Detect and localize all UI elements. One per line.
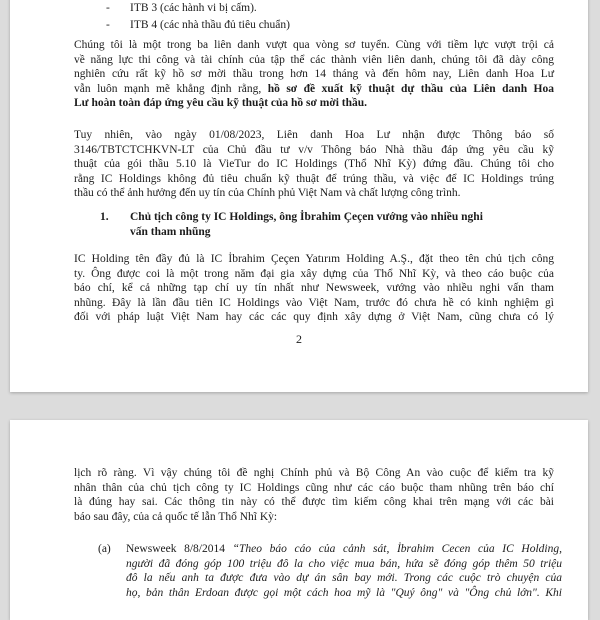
text-line: báo chí, kể cả những tạp chí uy tín nhất như Newsweek, vướng vào nhiều nghi vấn tham <box>74 282 554 295</box>
section-title <box>130 210 550 240</box>
paragraph-notice <box>74 128 554 201</box>
text-line: ty. Ông được coi là một trong năm đại gia xây dựng của Thổ Nhĩ Kỳ, và theo cáo buộc của <box>74 267 554 280</box>
bullet-item <box>106 17 290 34</box>
bullet-item <box>106 0 290 17</box>
section-title-line: Chủ tịch công ty IC Holdings, ông İbrahim Çeçen vướng vào nhiều nghi <box>130 211 483 223</box>
bullet-dash: - <box>106 2 110 14</box>
text-line <box>126 542 562 557</box>
page-number: 2 <box>296 332 302 346</box>
text-line: là đúng hay sai. Các thông tin này có thể được tìm kiếm công khai trên mạng với các bài <box>74 496 554 509</box>
paragraph-request <box>74 466 554 524</box>
text-line: người đã đóng góp 100 triệu đô la cho việc mua bán, hứa sẽ đóng góp thêm 50 triệu <box>126 557 562 570</box>
text-line: Tuy nhiên, vào ngày 01/08/2023, Liên danh Hoa Lư nhận được Thông báo số <box>74 129 554 141</box>
text-line <box>74 82 554 97</box>
document-page-1 <box>10 0 588 392</box>
text-line: Chúng tôi là một trong ba liên danh vượt qua vòng sơ tuyển. Cùng với tiềm lực vượt trội cả <box>74 39 554 51</box>
list-item-body <box>126 542 562 600</box>
text-line: rằng IC Holdings không đủ tiêu chuẩn kỹ thuật để trúng thầu, và việc để IC Holdings trúng <box>74 172 554 185</box>
text-line: IC Holding tên đầy đủ là IC İbrahim Çeçen Yatırım Holding A.Ş., đặt theo tên chủ tịch công <box>74 253 554 265</box>
text-line: báo sau đây, của cả quốc tế lẫn Thổ Nhĩ Kỳ: <box>74 510 278 523</box>
text-line: thầu có thể ảnh hưởng đến uy tín của Chính phủ Việt Nam và chất lượng công trình. <box>74 187 461 200</box>
bullet-dash: - <box>106 18 110 31</box>
text-line: nhũng. Đây là lần đầu tiên IC Holdings vào Việt Nam, trước đó chưa hề có kinh nghiệm gì <box>74 296 554 309</box>
text-line: nghiên cứu rất kỹ hồ sơ mời thầu trong hơn 14 tháng và đến hôm nay, Liên danh Hoa Lư <box>74 68 554 81</box>
bullet-text: ITB 4 (các nhà thầu đủ tiêu chuẩn) <box>130 18 290 31</box>
bold-text-run: hồ sơ đề xuất kỹ thuật dự thầu của Liên danh Hoa <box>267 82 554 95</box>
bullet-text: ITB 3 (các hành vi bị cấm). <box>130 2 257 14</box>
bullet-list <box>106 0 290 33</box>
text-line: Lư hoàn toàn đáp ứng yêu cầu kỹ thuật của hồ sơ mời thầu. <box>74 97 368 110</box>
text-run: vẫn luôn mạnh mẽ khẳng định rằng, <box>74 82 268 95</box>
text-line: họ, bản thân Erdoan được gọi một cách hoa mỹ là "Quý ông" và "Ông chủ lớn". Khi <box>126 586 562 599</box>
italic-text-run: “Theo báo cáo của cảnh sát, İbrahim Cecen của IC Holding, <box>232 543 562 555</box>
text-line: 3146/TBTCTCHKVN-LT của Chủ đầu tư v/v Thông báo Nhà thầu đáp ứng yêu cầu kỹ <box>74 143 554 156</box>
section-number: 1. <box>100 211 109 223</box>
paragraph-ic-holding <box>74 252 554 325</box>
paragraph-prequalification <box>74 38 554 111</box>
list-item-label: (a) <box>98 543 111 555</box>
text-run: Newsweek 8/8/2014 <box>126 543 233 555</box>
text-line: lịch rõ ràng. Vì vậy chúng tôi đề nghị Chính phủ và Bộ Công An vào cuộc để kiểm tra kỹ <box>74 467 554 479</box>
text-line: đối với pháp luật Việt Nam hay các các quy định xây dựng ở Việt Nam, cũng chưa có lý <box>74 311 554 324</box>
text-line: về năng lực thi công và tài chính của tập thể các thành viên liên danh, chúng tôi đã dày công <box>74 53 554 66</box>
text-line: đô la nếu anh ta được đưa vào dự án sân bay mới. Trong các cuộc trò chuyện của <box>126 572 562 585</box>
section-title-line: vấn tham nhũng <box>130 226 211 238</box>
text-line: thuật của gói thầu 5.10 là VieTur do IC Holdings (Thổ Nhĩ Kỳ) đứng đầu. Chúng tôi cho <box>74 158 554 171</box>
document-page-2 <box>10 420 588 620</box>
text-line: nhân thân của chủ tịch công ty IC Holdings cũng như các cáo buộc tham nhũng trên báo chí <box>74 481 554 494</box>
